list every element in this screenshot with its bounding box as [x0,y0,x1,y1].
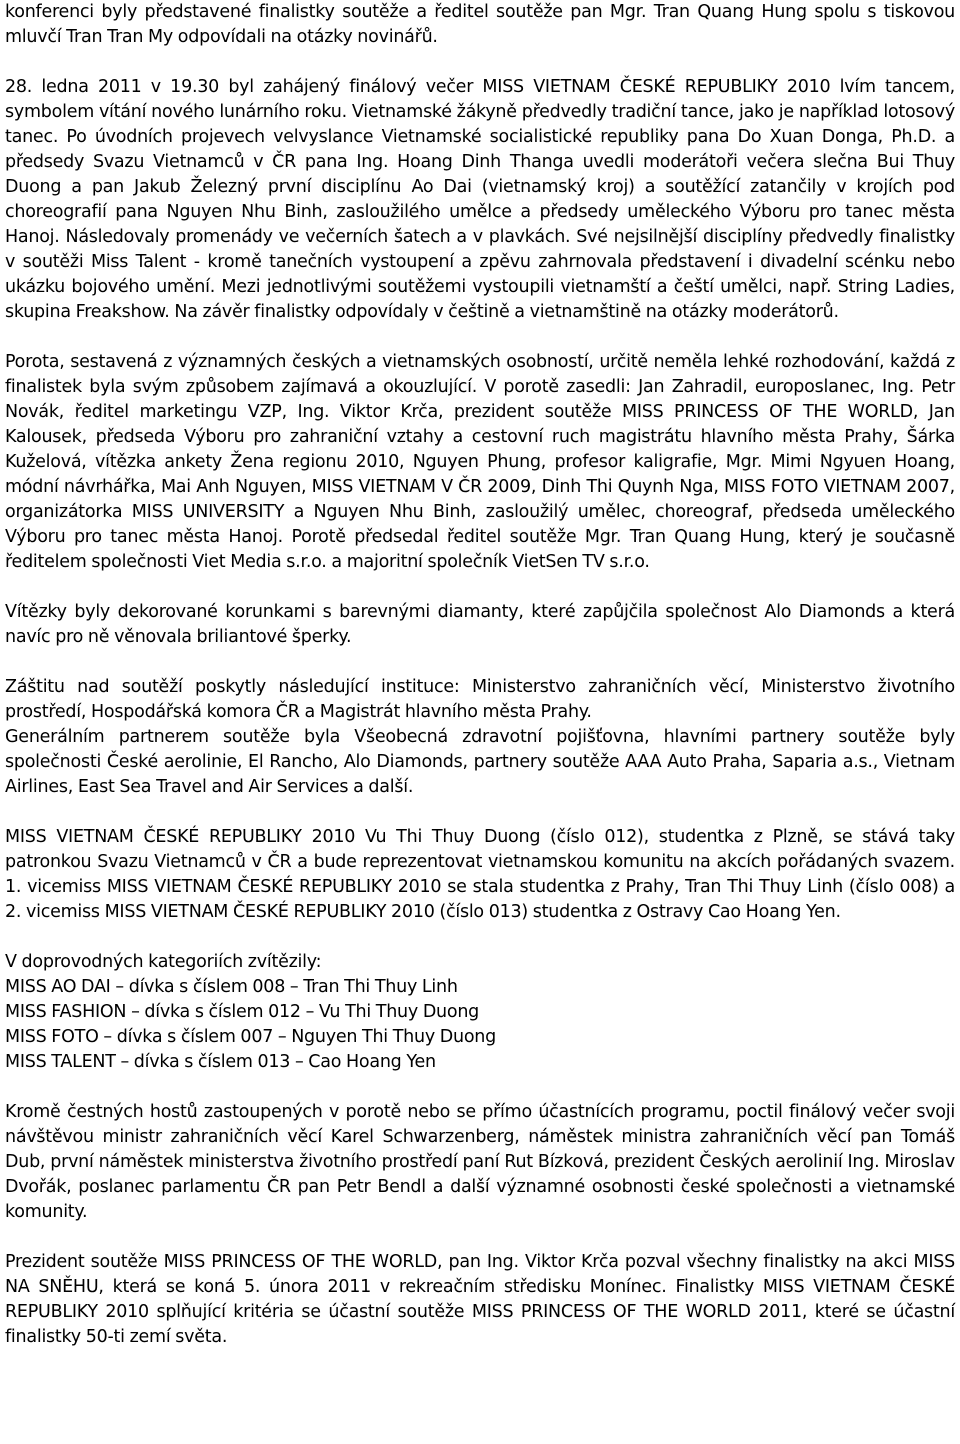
categories-block [5,950,955,1075]
paragraph-partners: Generálním partnerem soutěže byla Všeobecná zdravotní pojišťovna, hlavními partnery soutěže byly společnosti České aerolinie, El Rancho, Alo Diamonds, partnery soutěže AAA Auto Praha, Saparia a.s., Vietnam Airlines, East Sea Travel and Air Services a další. [5,727,955,797]
paragraph-patronage: Záštitu nad soutěží poskytly následující instituce: Ministerstvo zahraničních věcí, Ministerstvo životního prostředí, Hospodářská komora ČR a Magistrát hlavního města Prahy. [5,677,955,722]
category-item-fashion: MISS FASHION – dívka s číslem 012 – Vu Thi Thuy Duong [5,1002,480,1022]
paragraph-winners: MISS VIETNAM ČESKÉ REPUBLIKY 2010 Vu Thi Thuy Duong (číslo 012), studentka z Plzně, se stává taky patronkou Svazu Vietnamců v ČR a bude reprezentovat vietnamskou komunitu na akcích pořádaných svazem. 1. vicemiss MISS VIETNAM ČESKÉ REPUBLIKY 2010 se stala studentka z Prahy, Tran Thi Thuy Linh (číslo 008) a 2. vicemiss MISS VIETNAM ČESKÉ REPUBLIKY 2010 (číslo 013) studentka z Ostravy Cao Hoang Yen. [5,827,955,922]
paragraph-final-evening: 28. ledna 2011 v 19.30 byl zahájený finálový večer MISS VIETNAM ČESKÉ REPUBLIKY 2010 lvím tancem, symbolem vítání nového lunárního roku. Vietnamské žákyně předvedly tradiční tance, jako je například lotosový tanec. Po úvodních projevech velvyslance Vietnamské socialistické republiky pana Do Xuan Donga, Ph.D. a předsedy Svazu Vietnamců v ČR pana Ing. Hoang Dinh Thanga uvedli moderátoři večera slečna Bui Thuy Duong a pan Jakub Železný první disciplínu Ao Dai (vietnamský kroj) a soutěžící zatančily v krojích pod choreografií pana Nguyen Nhu Binh, zasloužilého umělce a předsedy uměleckého Výboru pro tanec města Hanoj. Následovaly promenády ve večerních šatech a v plavkách. Své nejsilnější disciplíny předvedly finalistky v soutěži Miss Talent - kromě tanečních vystoupení a zpěvu zahrnovala představení i divadelní scénku nebo ukázku bojového umění. Mezi jednotlivými soutěžemi vystoupili vietnamští a čeští umělci, např. String Ladies, skupina Freakshow. Na závěr finalistky odpovídaly v češtině a vietnamštině na otázky moderátorů. [5,77,955,322]
paragraph-guests: Kromě čestných hostů zastoupených v porotě nebo se přímo účastnících programu, poctil finálový večer svoji návštěvou ministr zahraničních věcí Karel Schwarzenberg, náměstek ministra zahraničních věcí pan Tomáš Dub, první náměstek ministerstva životního prostředí paní Rut Bízková, prezident Českých aerolinií Ing. Miroslav Dvořák, poslanec parlamentu ČR pan Petr Bendl a další významné osobnosti české společnosti a vietnamské komunity. [5,1102,955,1222]
category-item-talent: MISS TALENT – dívka s číslem 013 – Cao Hoang Yen [5,1052,436,1072]
paragraph-invitation: Prezident soutěže MISS PRINCESS OF THE WORLD, pan Ing. Viktor Krča pozval všechny finalistky na akci MISS NA SNĚHU, která se koná 5. února 2011 v rekreačním středisku Monínec. Finalistky MISS VIETNAM ČESKÉ REPUBLIKY 2010 splňující kritéria se účastní soutěže MISS PRINCESS OF THE WORLD 2011, které se účastní finalistky 50-ti zemí světa. [5,1252,955,1347]
paragraph-press-conference: konferenci byly představené finalistky soutěže a ředitel soutěže pan Mgr. Tran Quang Hung spolu s tiskovou mluvčí Tran Tran My odpovídali na otázky novinářů. [5,2,955,47]
document-page [5,0,955,1350]
paragraph-crowns: Vítězky byly dekorované korunkami s barevnými diamanty, které zapůjčila společnost Alo Diamonds a která navíc pro ně věnovala briliantové šperky. [5,602,955,647]
category-item-ao-dai: MISS AO DAI – dívka s číslem 008 – Tran Thi Thuy Linh [5,977,458,997]
category-item-foto: MISS FOTO – dívka s číslem 007 – Nguyen Thi Thuy Duong [5,1027,496,1047]
paragraph-jury: Porota, sestavená z významných českých a vietnamských osobností, určitě neměla lehké rozhodování, každá z finalistek byla svým způsobem zajímavá a okouzlující. V porotě zasedli: Jan Zahradil, europoslanec, Ing. Petr Novák, ředitel marketingu VZP, Ing. Viktor Krča, prezident soutěže MISS PRINCESS OF THE WORLD, Jan Kalousek, předseda Výboru pro zahraniční vztahy a cestovní ruch magistrátu hlavního města Prahy, Šárka Kuželová, vítězka ankety Žena regionu 2010, Nguyen Phung, profesor kaligrafie, Mgr. Mimi Ngyuen Hoang, módní návrhářka, Mai Anh Nguyen, MISS VIETNAM V ČR 2009, Dinh Thi Quynh Nga, MISS FOTO VIETNAM 2007, organizátorka MISS UNIVERSITY a Nguyen Nhu Binh, zasloužilý umělec, choreograf, předseda uměleckého Výboru pro tanec města Hanoj. Porotě předsedal ředitel soutěže Mgr. Tran Quang Hung, který je současně ředitelem společnosti Viet Media s.r.o. a majoritní společník VietSen TV s.r.o. [5,352,955,572]
categories-heading: V doprovodných kategoriích zvítězily: [5,952,322,972]
